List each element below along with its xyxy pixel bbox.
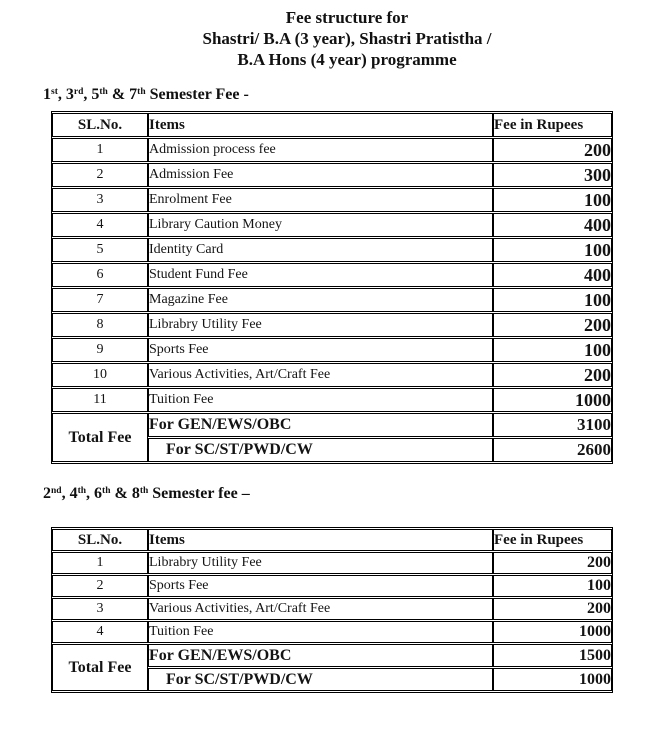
total-fee-value: 1500 xyxy=(493,644,612,667)
table-row xyxy=(52,338,612,362)
table-row xyxy=(52,575,612,597)
sl-no: 1 xyxy=(52,552,148,574)
semester-2468-fee-table xyxy=(51,527,613,693)
ordinal-suffix: rd xyxy=(73,87,84,97)
fee-value: 300 xyxy=(493,163,612,187)
fee-value: 100 xyxy=(493,188,612,212)
column-header-items: Items xyxy=(148,529,493,551)
item-name: Various Activities, Art/Craft Fee xyxy=(148,363,493,387)
total-fee-value: 2600 xyxy=(493,438,612,462)
heading-text: 8 xyxy=(131,485,140,502)
title-line-1: Fee structure for xyxy=(285,8,409,27)
heading-text: & xyxy=(107,86,130,103)
ordinal-suffix: th xyxy=(139,486,149,496)
table-row xyxy=(52,288,612,312)
sl-no: 4 xyxy=(52,213,148,237)
sl-no: 4 xyxy=(52,621,148,643)
total-fee-label: Total Fee xyxy=(52,644,148,691)
sl-no: 5 xyxy=(52,238,148,262)
total-category: For GEN/EWS/OBC xyxy=(148,644,493,667)
ordinal-suffix: th xyxy=(77,486,87,496)
fee-value: 1000 xyxy=(493,621,612,643)
total-category: For GEN/EWS/OBC xyxy=(148,413,493,437)
sl-no: 6 xyxy=(52,263,148,287)
total-category: For SC/ST/PWD/CW xyxy=(148,438,493,462)
table-row xyxy=(52,188,612,212)
semester-1357-fee-table xyxy=(51,111,613,464)
table-row xyxy=(52,263,612,287)
table-row xyxy=(52,238,612,262)
total-fee-value: 1000 xyxy=(493,668,612,691)
fee-value: 100 xyxy=(493,575,612,597)
heading-text: 4 xyxy=(69,485,78,502)
item-name: Tuition Fee xyxy=(148,621,493,643)
sl-no: 8 xyxy=(52,313,148,337)
sl-no: 3 xyxy=(52,188,148,212)
total-fee-label: Total Fee xyxy=(52,413,148,462)
table-row xyxy=(52,552,612,574)
column-header-slno: SL.No. xyxy=(52,113,148,137)
fee-value: 100 xyxy=(493,238,612,262)
fee-value: 400 xyxy=(493,263,612,287)
heading-text: 1 xyxy=(43,86,51,103)
item-name: Various Activities, Art/Craft Fee xyxy=(148,598,493,620)
ordinal-suffix: th xyxy=(102,486,111,496)
sl-no: 2 xyxy=(52,163,148,187)
sl-no: 7 xyxy=(52,288,148,312)
heading-text: 7 xyxy=(129,86,138,103)
heading-text: & xyxy=(110,485,132,502)
sl-no: 10 xyxy=(52,363,148,387)
table-row xyxy=(52,363,612,387)
column-header-slno: SL.No. xyxy=(52,529,148,551)
heading-text: , xyxy=(86,485,95,502)
heading-text: 2 xyxy=(43,485,51,502)
heading-text: Semester Fee - xyxy=(145,86,249,103)
ordinal-suffix: nd xyxy=(51,486,62,496)
column-header-items: Items xyxy=(148,113,493,137)
item-name: Admission process fee xyxy=(148,138,493,162)
fee-value: 200 xyxy=(493,313,612,337)
title-line-2: Shastri/ B.A (3 year), Shastri Pratistha / xyxy=(202,29,492,48)
heading-text: 6 xyxy=(94,485,103,502)
sl-no: 1 xyxy=(52,138,148,162)
item-name: Enrolment Fee xyxy=(148,188,493,212)
ordinal-suffix: th xyxy=(137,87,146,97)
sl-no: 3 xyxy=(52,598,148,620)
sl-no: 9 xyxy=(52,338,148,362)
heading-text: 3 xyxy=(65,86,74,103)
item-name: Librabry Utility Fee xyxy=(148,552,493,574)
fee-value: 200 xyxy=(493,598,612,620)
fee-value: 200 xyxy=(493,138,612,162)
fee-value: 200 xyxy=(493,363,612,387)
item-name: Librabry Utility Fee xyxy=(148,313,493,337)
sl-no: 11 xyxy=(52,388,148,412)
document-title xyxy=(0,0,666,70)
table-row xyxy=(52,138,612,162)
heading-text: , xyxy=(57,86,66,103)
table-row xyxy=(52,163,612,187)
heading-text: 5 xyxy=(91,86,100,103)
item-name: Sports Fee xyxy=(148,338,493,362)
item-name: Tuition Fee xyxy=(148,388,493,412)
table-row xyxy=(52,621,612,643)
heading-text: Semester fee – xyxy=(148,485,250,502)
section-1-heading xyxy=(43,86,666,104)
sl-no: 2 xyxy=(52,575,148,597)
total-fee-row xyxy=(52,644,612,667)
section-2-heading xyxy=(43,485,666,503)
table-row xyxy=(52,598,612,620)
item-name: Magazine Fee xyxy=(148,288,493,312)
table-row xyxy=(52,388,612,412)
fee-value: 100 xyxy=(493,338,612,362)
ordinal-suffix: th xyxy=(99,87,108,97)
heading-text: , xyxy=(83,86,92,103)
item-name: Identity Card xyxy=(148,238,493,262)
fee-value: 400 xyxy=(493,213,612,237)
ordinal-suffix: st xyxy=(51,87,58,97)
table-header-row xyxy=(52,113,612,137)
table-row xyxy=(52,213,612,237)
item-name: Library Caution Money xyxy=(148,213,493,237)
total-category: For SC/ST/PWD/CW xyxy=(148,668,493,691)
fee-value: 100 xyxy=(493,288,612,312)
item-name: Sports Fee xyxy=(148,575,493,597)
total-fee-value: 3100 xyxy=(493,413,612,437)
table-header-row xyxy=(52,529,612,551)
heading-text: , xyxy=(61,485,70,502)
fee-value: 200 xyxy=(493,552,612,574)
item-name: Student Fund Fee xyxy=(148,263,493,287)
column-header-fee: Fee in Rupees xyxy=(493,529,612,551)
item-name: Admission Fee xyxy=(148,163,493,187)
fee-value: 1000 xyxy=(493,388,612,412)
column-header-fee: Fee in Rupees xyxy=(493,113,612,137)
table-row xyxy=(52,313,612,337)
total-fee-row xyxy=(52,413,612,437)
title-line-3: B.A Hons (4 year) programme xyxy=(237,50,457,69)
